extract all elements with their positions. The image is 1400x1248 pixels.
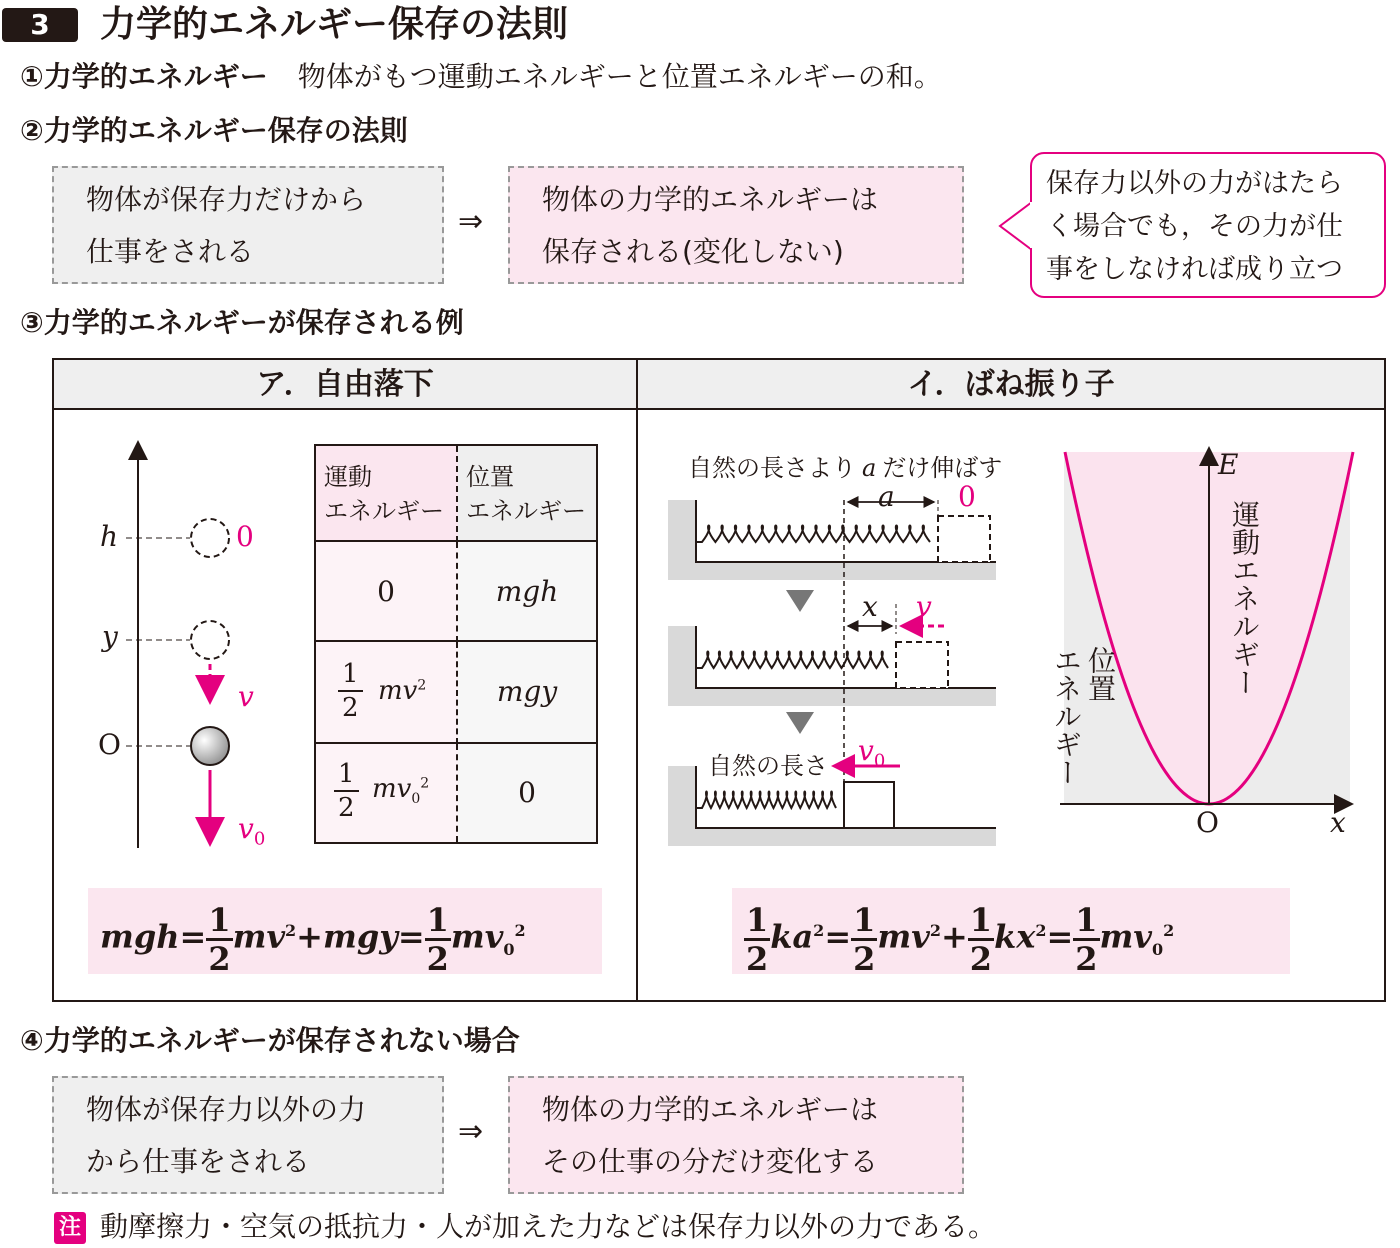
nc-condition-line-1: 物体が保存力以外の力 xyxy=(86,1093,367,1126)
nonconservation-result-box xyxy=(508,1076,964,1194)
column-free-fall: ア．自由落下 xyxy=(256,367,434,402)
label-x-spring: x xyxy=(862,590,878,623)
label-v0-spring: $v_0$ xyxy=(858,734,886,772)
item-1-text: 物体がもつ運動エネルギーと位置エネルギーの和。 xyxy=(297,60,942,93)
implies-arrow: ⇒ xyxy=(458,204,484,239)
label-zero: 0 xyxy=(236,520,254,553)
ball-at-y xyxy=(191,621,229,659)
label-h: h xyxy=(100,520,119,553)
nc-result-line-2: その仕事の分だけ変化する xyxy=(542,1145,879,1178)
note-bubble xyxy=(1030,152,1386,298)
condition-line-1: 物体が保存力だけから xyxy=(86,183,367,216)
condition-line-2: 仕事をされる xyxy=(86,235,255,268)
graph-label-E: E xyxy=(1218,448,1239,481)
bubble-joint xyxy=(1030,202,1034,248)
label-zero-spring: 0 xyxy=(958,480,976,513)
label-y: y xyxy=(102,620,118,653)
result-line-2: 保存される(変化しない) xyxy=(542,235,844,268)
spring-equation: $\frac{1}{2}$ $ka^2=$ $\frac{1}{2}$ $mv^2+$ $\frac{1}{2}$ $kx^2=$ $\frac{1}{2}$ $mv_0^2$ xyxy=(746,900,1175,978)
free-fall-equation: mgh= $\frac{1}{2}$ $mv^2+mgy=$ $\frac{1}{2}$ $mv_0^2$ xyxy=(100,900,526,978)
item-3-label: ③力学的エネルギーが保存される例 xyxy=(20,306,464,339)
item-2-label: ②力学的エネルギー保存の法則 xyxy=(20,114,408,147)
block-moving xyxy=(896,642,948,688)
row1-kinetic: 0 xyxy=(316,542,458,642)
nc-result-line-1: 物体の力学的エネルギーは xyxy=(542,1093,879,1126)
note-text: 動摩擦力・空気の抵抗力・人が加えた力などは保存力以外の力である。 xyxy=(100,1210,997,1243)
ball-at-h xyxy=(191,519,229,557)
bubble-line-3: 事をしなければ成り立つ xyxy=(1046,254,1343,285)
item-1-label: ①力学的エネルギー xyxy=(20,60,268,93)
energy-graph xyxy=(1054,446,1360,818)
page-title: 力学的エネルギー保存の法則 xyxy=(100,4,569,45)
label-a: a xyxy=(878,480,895,513)
head-kinetic: 運動 エネルギー xyxy=(316,446,458,542)
examples-divider xyxy=(636,360,638,1000)
graph-label-O: O xyxy=(1196,806,1219,839)
potential-energy-label-b: エネルギー xyxy=(1050,646,1083,786)
spring-diagram xyxy=(668,484,1004,848)
ball-at-o xyxy=(191,727,229,765)
row1-potential: mgh xyxy=(458,542,596,642)
column-spring: イ．ばね振り子 xyxy=(907,367,1115,402)
bubble-line-2: く場合でも，その力が仕 xyxy=(1046,211,1343,242)
block-stretched xyxy=(938,516,990,562)
row2-kinetic: 1 2 $mv^2$ xyxy=(316,642,458,744)
label-o: O xyxy=(98,728,121,761)
block-natural xyxy=(844,782,894,828)
row3-kinetic: 1 2 $mv_0^2$ xyxy=(316,744,458,842)
label-v-spring: v xyxy=(916,590,932,623)
spring-2 xyxy=(696,652,888,669)
graph-label-x: x xyxy=(1330,806,1346,839)
item-4-label: ④力学的エネルギーが保存されない場合 xyxy=(20,1024,520,1057)
head-potential: 位置 エネルギー xyxy=(458,446,596,542)
conservation-condition-box xyxy=(52,166,444,284)
item-1 xyxy=(20,58,942,96)
label-v0: $v_0$ xyxy=(238,812,266,850)
conservation-result-box xyxy=(508,166,964,284)
free-fall-diagram xyxy=(90,440,300,860)
bubble-line-1: 保存力以外の力がはたら xyxy=(1046,168,1343,199)
section-number-badge: 3 xyxy=(2,8,78,42)
nonconservation-condition-box xyxy=(52,1076,444,1194)
nc-condition-line-2: から仕事をされる xyxy=(86,1145,311,1178)
row2-potential: mgy xyxy=(458,642,596,744)
note-badge: 注 xyxy=(54,1212,86,1244)
implies-arrow-2: ⇒ xyxy=(458,1114,484,1149)
energy-table xyxy=(314,444,598,844)
result-line-1: 物体の力学的エネルギーは xyxy=(542,183,879,216)
natural-length-label: 自然の長さ xyxy=(708,752,828,780)
label-v: v xyxy=(238,680,254,713)
kinetic-energy-label: 運動エネルギー xyxy=(1228,500,1261,696)
spring-1 xyxy=(696,526,930,543)
potential-energy-label-a: 位置 xyxy=(1084,646,1117,702)
spring-caption: 自然の長さより a だけ伸ばす xyxy=(688,454,1003,482)
spring-3 xyxy=(696,792,836,809)
row3-potential: 0 xyxy=(458,744,596,842)
